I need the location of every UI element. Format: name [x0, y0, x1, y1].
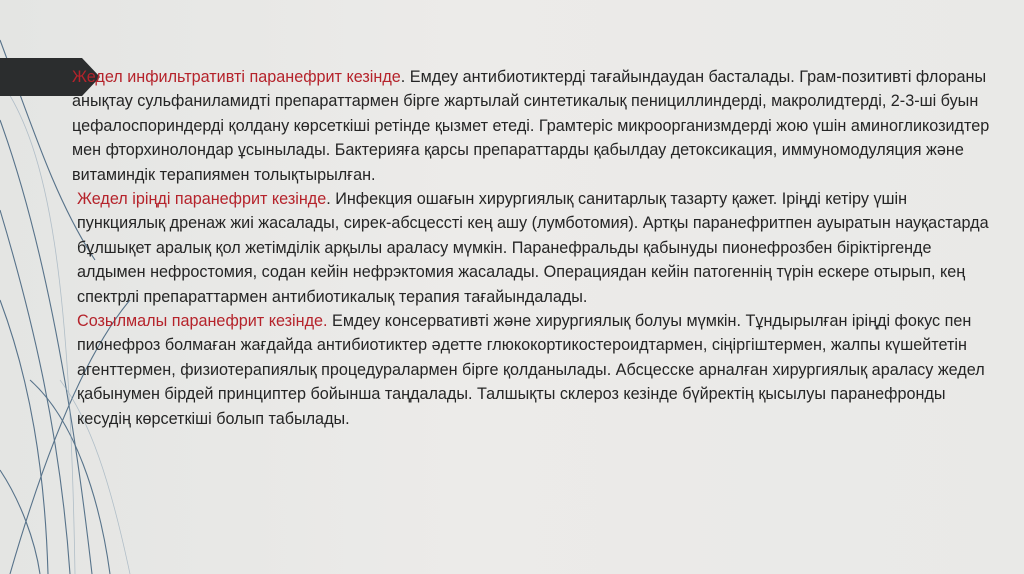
slide-body	[72, 65, 992, 431]
heading-purulent: Жедел іріңді паранефрит кезінде	[77, 190, 327, 209]
paragraph-infiltrative	[72, 65, 992, 187]
body-infiltrative: . Емдеу антибиотиктерді тағайындаудан басталады. Грам-позитивті флораны анықтау сульфаниламидті препараттармен бірге жартылай синтетикалық пенициллиндерді, макролидтерді, 2-3-ші буын цефалоспориндерді қолдану көрсеткіші ретінде қызмет етеді. Грамтеріс микроорганизмдерді жою үшін аминогликозидтер мен фторхинолондар ұсынылады. Бактерияға қарсы препараттарды қабылдау детоксикация, иммуномодуляция және витаминдік терапиямен толықтырылған.	[72, 68, 990, 184]
body-purulent: . Инфекция ошағын хирургиялық санитарлық тазарту қажет. Іріңді кетіру үшін пункциялық дренаж жиі жасалады, сирек-абсцессті кең ашу (лумботомия). Артқы паранефритпен ауыратын науқастарда бұлшықет аралық қол жетімділік арқылы араласу мүмкін. Паранефральды қабынуды пионефрозбен біріктіргенде алдымен нефростомия, содан кейін нефрэктомия жасалады. Операциядан кейін патогеннің түрін ескере отырып, кең спектрлі препараттармен антибиотикалық терапия тағайындалады.	[77, 190, 989, 306]
body-chronic: Емдеу консервативті және хирургиялық болуы мүмкін. Тұндырылған іріңді фокус пен пионефроз болмаған жағдайда антибиотиктер әдетте глюкокортикостероидтармен, сіңіргіштермен, жалпы күшейтетін агенттермен, физиотерапиялық процедуралармен бірге қолданылады. Абсцесске арналған хирургиялық араласу жедел қабынумен бірдей принциптер бойынша таңдалады. Талшықты склероз кезінде бүйректің қысылуы паранефронды кесудің көрсеткіші болып табылады.	[77, 312, 985, 428]
paragraph-chronic	[72, 309, 992, 431]
paragraph-purulent	[72, 187, 992, 309]
heading-infiltrative: Жедел инфильтративті паранефрит кезінде	[72, 68, 401, 86]
heading-chronic: Созылмалы паранефрит кезінде.	[77, 312, 328, 331]
